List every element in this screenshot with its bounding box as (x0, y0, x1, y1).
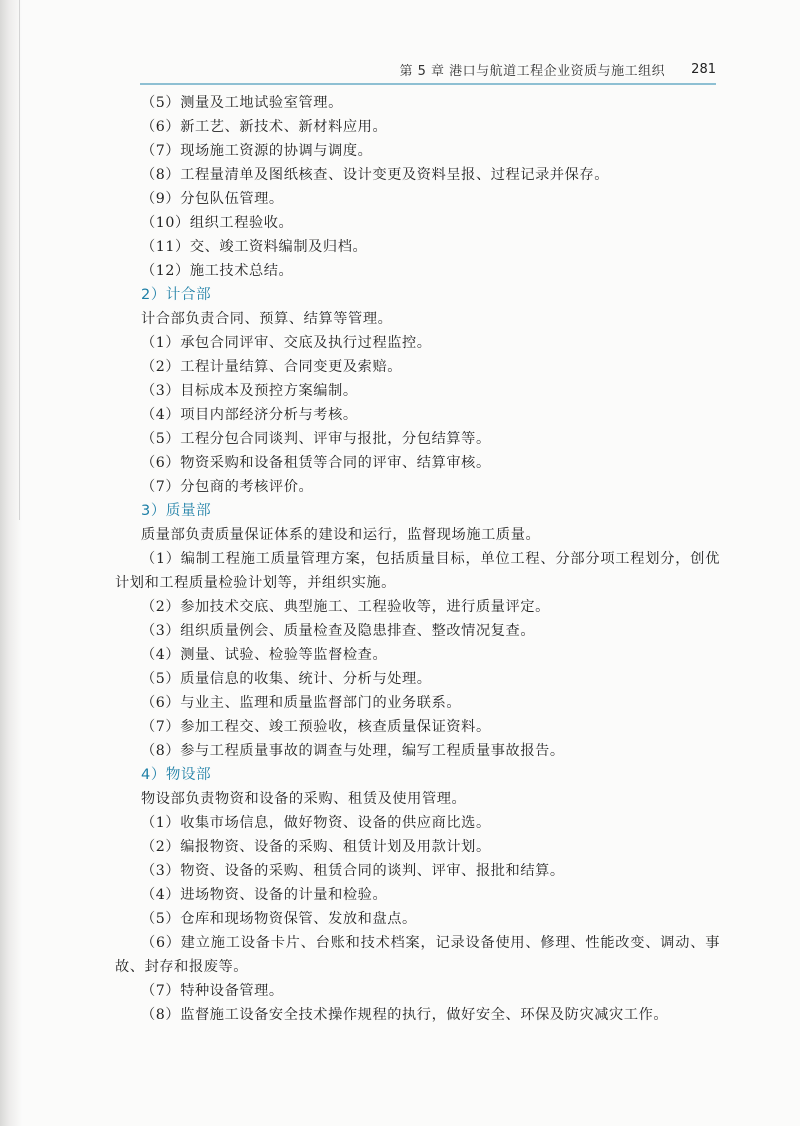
list-item-wrapped: （6）建立施工设备卡片、台账和技术档案，记录设备使用、修理、性能改变、调动、事故、封存和报废等。 (115, 935, 720, 975)
running-header (140, 58, 716, 80)
list-item: （8）监督施工设备安全技术操作规程的执行，做好安全、环保及防灾减灾工作。 (141, 1007, 669, 1023)
list-item: （6）物资采购和设备租赁等合同的评审、结算审核。 (141, 455, 491, 471)
list-item: （7）特种设备管理。 (141, 983, 284, 999)
list-item: （4）项目内部经济分析与考核。 (141, 407, 358, 423)
list-item: （6）与业主、监理和质量监督部门的业务联系。 (141, 695, 462, 711)
page-body (115, 91, 720, 1027)
list-item: （11）交、竣工资料编制及归档。 (141, 239, 368, 255)
section-intro: 物设部负责物资和设备的采购、租赁及使用管理。 (141, 791, 467, 807)
section-intro: 质量部负责质量保证体系的建设和运行，监督现场施工质量。 (141, 527, 541, 543)
page-number: 281 (691, 61, 716, 77)
list-item: （6）新工艺、新技术、新材料应用。 (141, 119, 388, 135)
list-item: （4）测量、试验、检验等监督检查。 (141, 647, 388, 663)
list-item: （8）工程量清单及图纸核查、设计变更及资料呈报、过程记录并保存。 (141, 167, 610, 183)
list-item: （3）组织质量例会、质量检查及隐患排查、整改情况复查。 (141, 623, 536, 639)
chapter-title: 第 5 章 港口与航道工程企业资质与施工组织 (399, 63, 666, 79)
list-item-wrapped: （1）编制工程施工质量管理方案，包括质量目标，单位工程、分部分项工程划分，创优计划和工程质量检验计划等，并组织实施。 (115, 551, 720, 591)
list-item: （3）目标成本及预控方案编制。 (141, 383, 358, 399)
list-item: （7）参加工程交、竣工预验收，核查质量保证资料。 (141, 719, 491, 735)
list-item: （1）收集市场信息，做好物资、设备的供应商比选。 (141, 815, 491, 831)
list-item: （2）工程计量结算、合同变更及索赔。 (141, 359, 403, 375)
list-item: （5）工程分包合同谈判、评审与报批，分包结算等。 (141, 431, 491, 447)
section-heading-zhiliangbu: 3）质量部 (141, 503, 212, 519)
list-item: （2）编报物资、设备的采购、租赁计划及用款计划。 (141, 839, 491, 855)
list-item: （7）现场施工资源的协调与调度。 (141, 143, 373, 159)
list-item: （9）分包队伍管理。 (141, 191, 284, 207)
list-item: （4）进场物资、设备的计量和检验。 (141, 887, 388, 903)
list-item: （5）仓库和现场物资保管、发放和盘点。 (141, 911, 417, 927)
header-rule (140, 83, 716, 85)
list-item: （8）参与工程质量事故的调查与处理，编写工程质量事故报告。 (141, 743, 565, 759)
list-item: （12）施工技术总结。 (141, 263, 294, 279)
binding-line (19, 0, 20, 520)
section-intro: 计合部负责合同、预算、结算等管理。 (141, 311, 393, 327)
list-item: （5）质量信息的收集、统计、分析与处理。 (141, 671, 432, 687)
list-item: （3）物资、设备的采购、租赁合同的谈判、评审、报批和结算。 (141, 863, 565, 879)
section-heading-wushebu: 4）物设部 (141, 767, 212, 783)
list-item: （1）承包合同评审、交底及执行过程监控。 (141, 335, 432, 351)
list-item: （5）测量及工地试验室管理。 (141, 95, 343, 111)
list-item: （2）参加技术交底、典型施工、工程验收等，进行质量评定。 (141, 599, 550, 615)
section-heading-jihebu: 2）计合部 (141, 287, 212, 303)
list-item: （7）分包商的考核评价。 (141, 479, 314, 495)
list-item: （10）组织工程验收。 (141, 215, 294, 231)
